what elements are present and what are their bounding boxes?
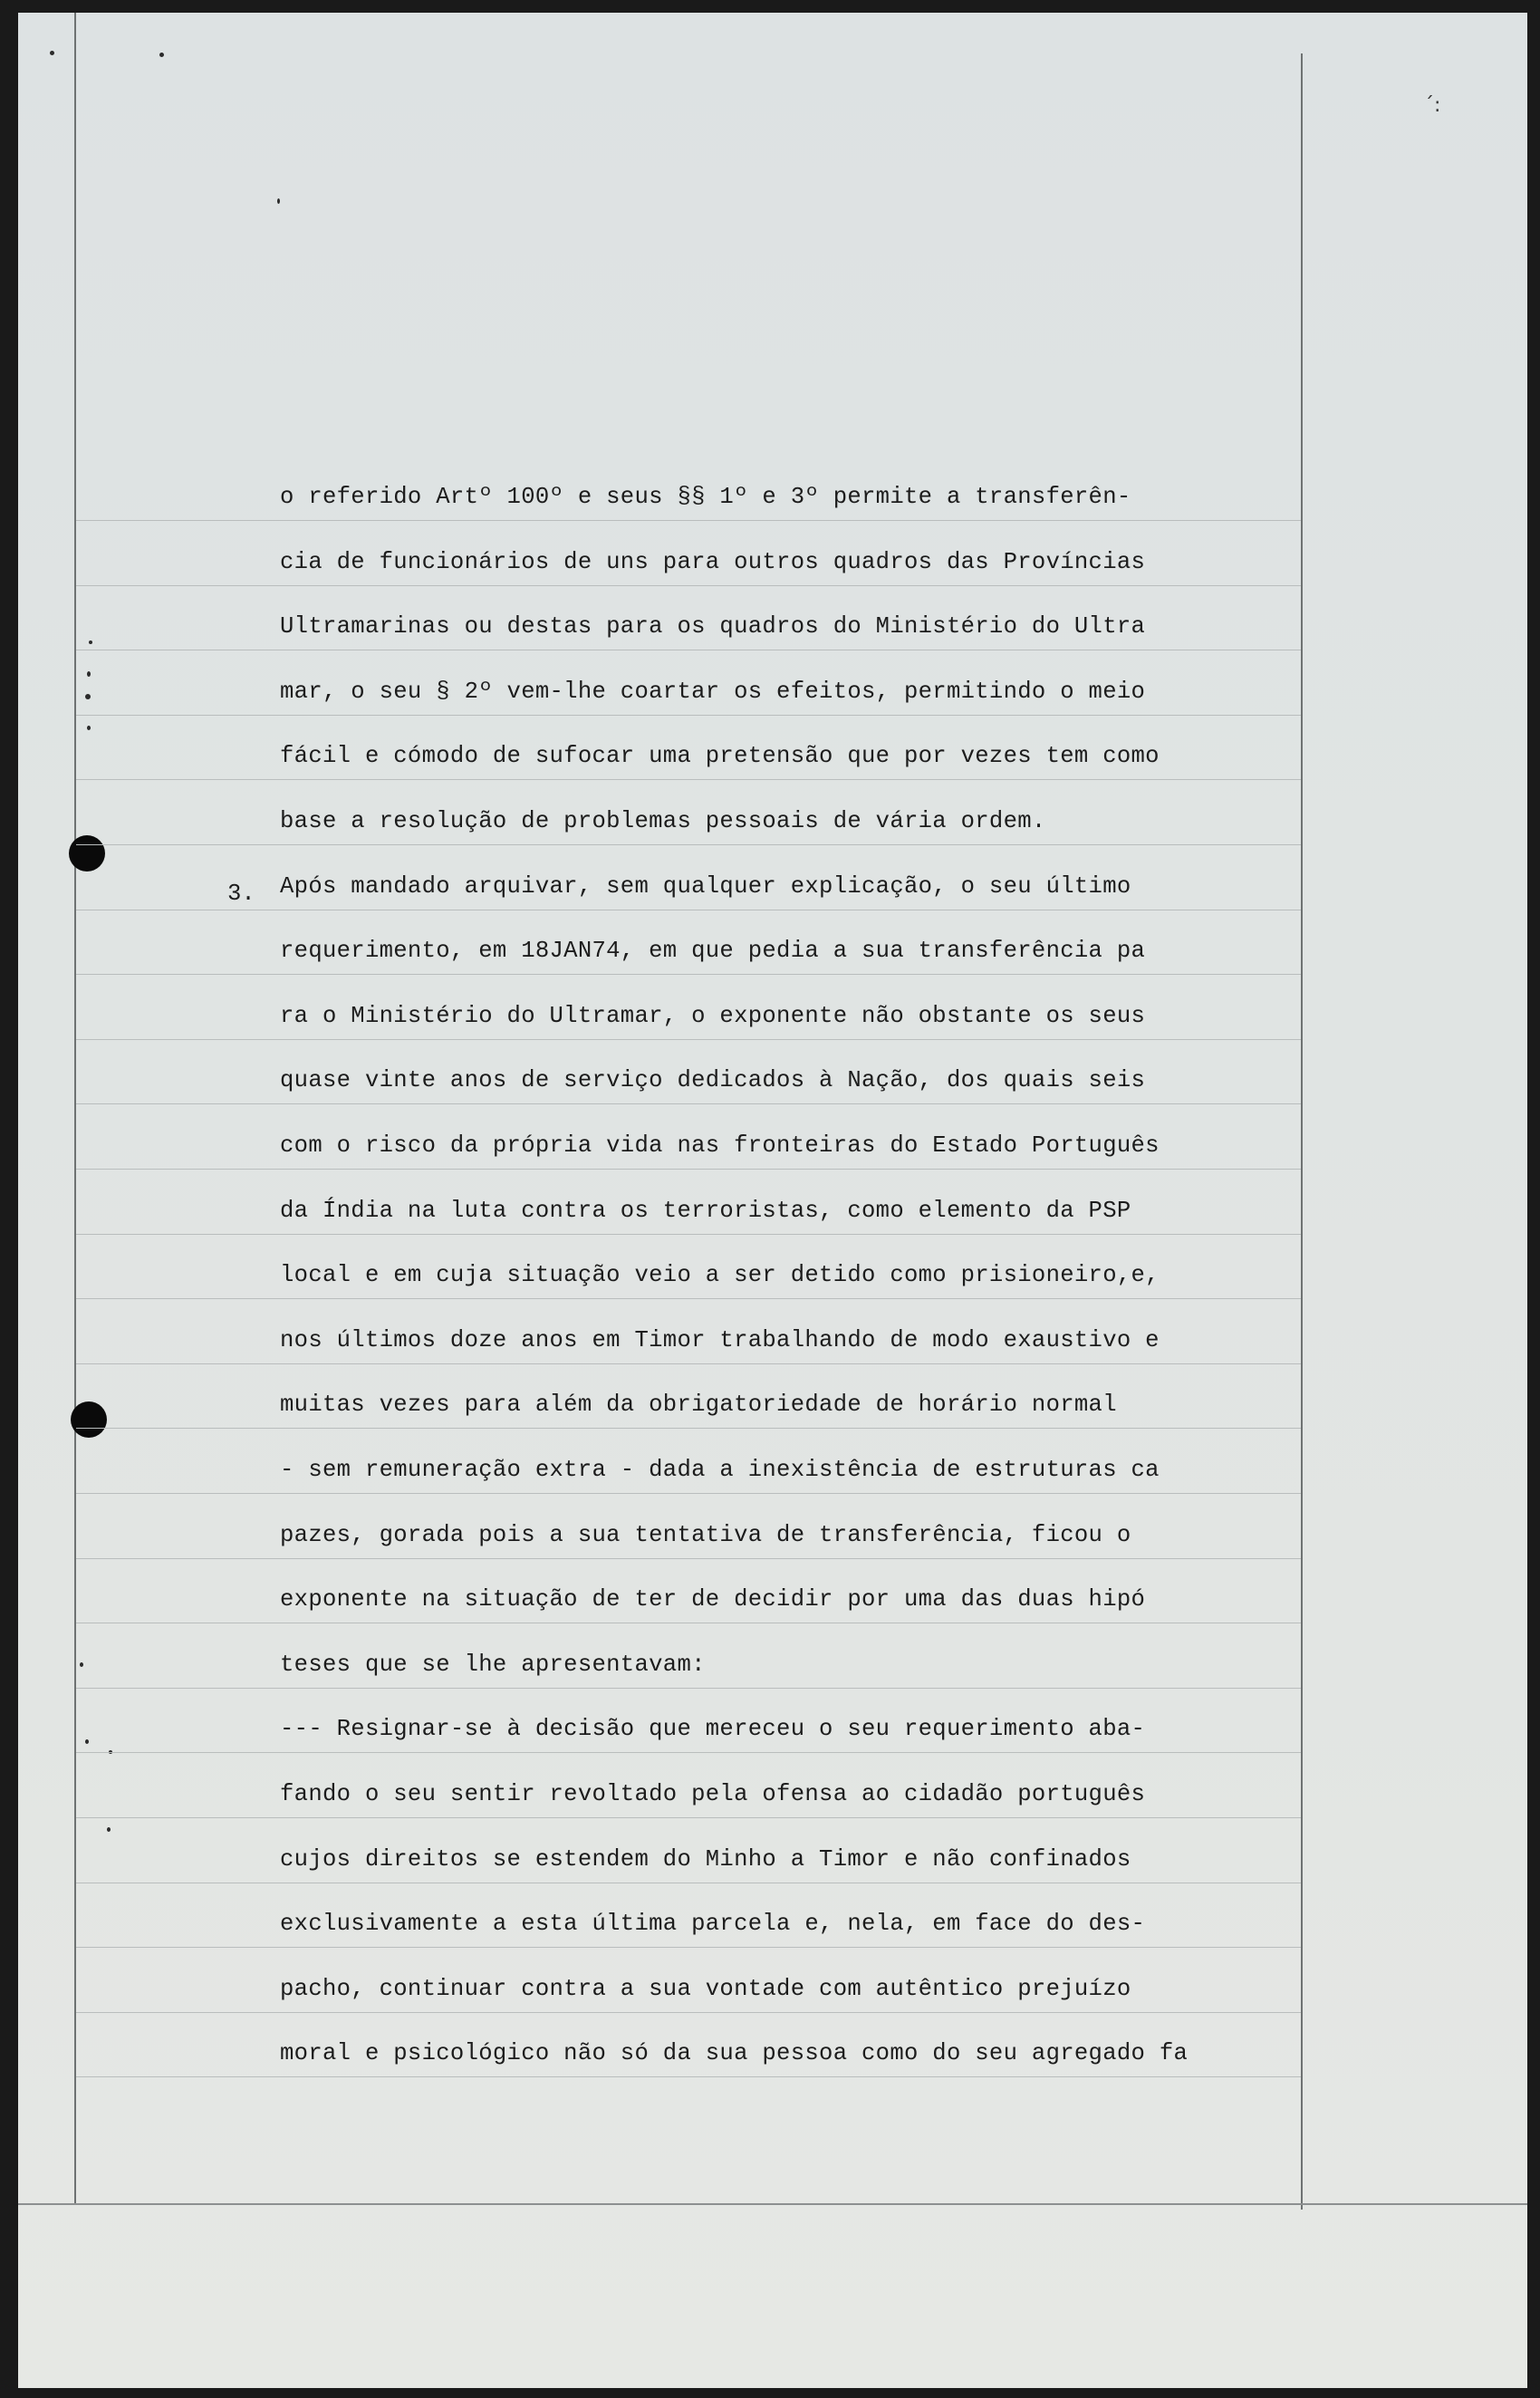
text-line: pazes, gorada pois a sua tentativa de transferência, ficou o [280, 1522, 1131, 1548]
ruled-line [76, 1234, 1301, 1235]
punch-hole-upper [69, 835, 105, 872]
ruled-line [76, 1298, 1301, 1299]
text-line: cia de funcionários de uns para outros quadros das Províncias [280, 549, 1146, 575]
ruled-line [76, 520, 1301, 521]
ruled-line [76, 1558, 1301, 1559]
text-line: local e em cuja situação veio a ser detido como prisioneiro,e, [280, 1262, 1160, 1288]
ruled-line [76, 585, 1301, 586]
text-line: Após mandado arquivar, sem qualquer explicação, o seu último [280, 873, 1131, 900]
ruled-line [76, 1752, 1301, 1753]
scan-speck [87, 726, 91, 730]
text-line: - sem remuneração extra - dada a inexistência de estruturas ca [280, 1457, 1160, 1483]
text-line: o referido Artº 100º e seus §§ 1º e 3º permite a transferên- [280, 484, 1131, 510]
scan-speck [85, 694, 91, 699]
text-line: da Índia na luta contra os terroristas, como elemento da PSP [280, 1198, 1131, 1224]
ruled-line [76, 1039, 1301, 1040]
text-line: cujos direitos se estendem do Minho a Timor e não confinados [280, 1846, 1131, 1873]
ruled-line [76, 1363, 1301, 1364]
scan-speck [85, 1739, 89, 1744]
text-line: exponente na situação de ter de decidir por uma das duas hipó [280, 1586, 1146, 1613]
text-line: mar, o seu § 2º vem-lhe coartar os efeitos, permitindo o meio [280, 679, 1146, 705]
ruled-line [76, 2012, 1301, 2013]
scan-speck [107, 1827, 111, 1832]
scan-speck [80, 1662, 83, 1667]
punch-hole-lower [71, 1401, 107, 1438]
ruled-line [76, 844, 1301, 845]
scan-speck [87, 671, 91, 677]
text-line: fando o seu sentir revoltado pela ofensa ao cidadão português [280, 1781, 1146, 1807]
typed-document-page [18, 13, 1527, 2388]
text-line: ra o Ministério do Ultramar, o exponente não obstante os seus [280, 1003, 1146, 1029]
text-line: requerimento, em 18JAN74, em que pedia a sua transferência pa [280, 938, 1146, 964]
ruled-line [76, 2076, 1301, 2077]
text-line: teses que se lhe apresentavam: [280, 1652, 706, 1678]
text-line: pacho, continuar contra a sua vontade com autêntico prejuízo [280, 1976, 1131, 2002]
corner-mark: ´: [1424, 94, 1441, 117]
ruled-line [76, 1169, 1301, 1170]
text-line: fácil e cómodo de sufocar uma pretensão que por vezes tem como [280, 743, 1160, 769]
left-margin-rule [74, 13, 76, 2205]
ruled-line [76, 779, 1301, 780]
ruled-line [76, 1947, 1301, 1948]
text-line: exclusivamente a esta última parcela e, nela, em face do des- [280, 1911, 1146, 1937]
text-line: moral e psicológico não só da sua pessoa como do seu agregado fa [280, 2040, 1189, 2066]
ruled-line [76, 1428, 1301, 1429]
text-line: com o risco da própria vida nas fronteiras do Estado Português [280, 1132, 1160, 1159]
text-line: muitas vezes para além da obrigatoriedade de horário normal [280, 1392, 1117, 1418]
scan-speck [89, 640, 92, 644]
ruled-line [76, 1493, 1301, 1494]
ruled-line [76, 1688, 1301, 1689]
text-line: --- Resignar-se à decisão que mereceu o seu requerimento aba- [280, 1716, 1146, 1742]
text-line: nos últimos doze anos em Timor trabalhando de modo exaustivo e [280, 1327, 1160, 1353]
scan-speck [159, 53, 164, 57]
bottom-rule [18, 2203, 1527, 2205]
scan-speck [50, 51, 54, 55]
text-line: base a resolução de problemas pessoais de vária ordem. [280, 808, 1046, 834]
text-line: Ultramarinas ou destas para os quadros do Ministério do Ultra [280, 613, 1146, 640]
scan-speck [277, 198, 280, 204]
text-line: quase vinte anos de serviço dedicados à Nação, dos quais seis [280, 1067, 1146, 1093]
ruled-line [76, 1103, 1301, 1104]
ruled-line [76, 715, 1301, 716]
ruled-line [76, 974, 1301, 975]
ruled-line [76, 1817, 1301, 1818]
right-margin-rule [1301, 53, 1303, 2210]
item-number: 3. [227, 881, 255, 907]
